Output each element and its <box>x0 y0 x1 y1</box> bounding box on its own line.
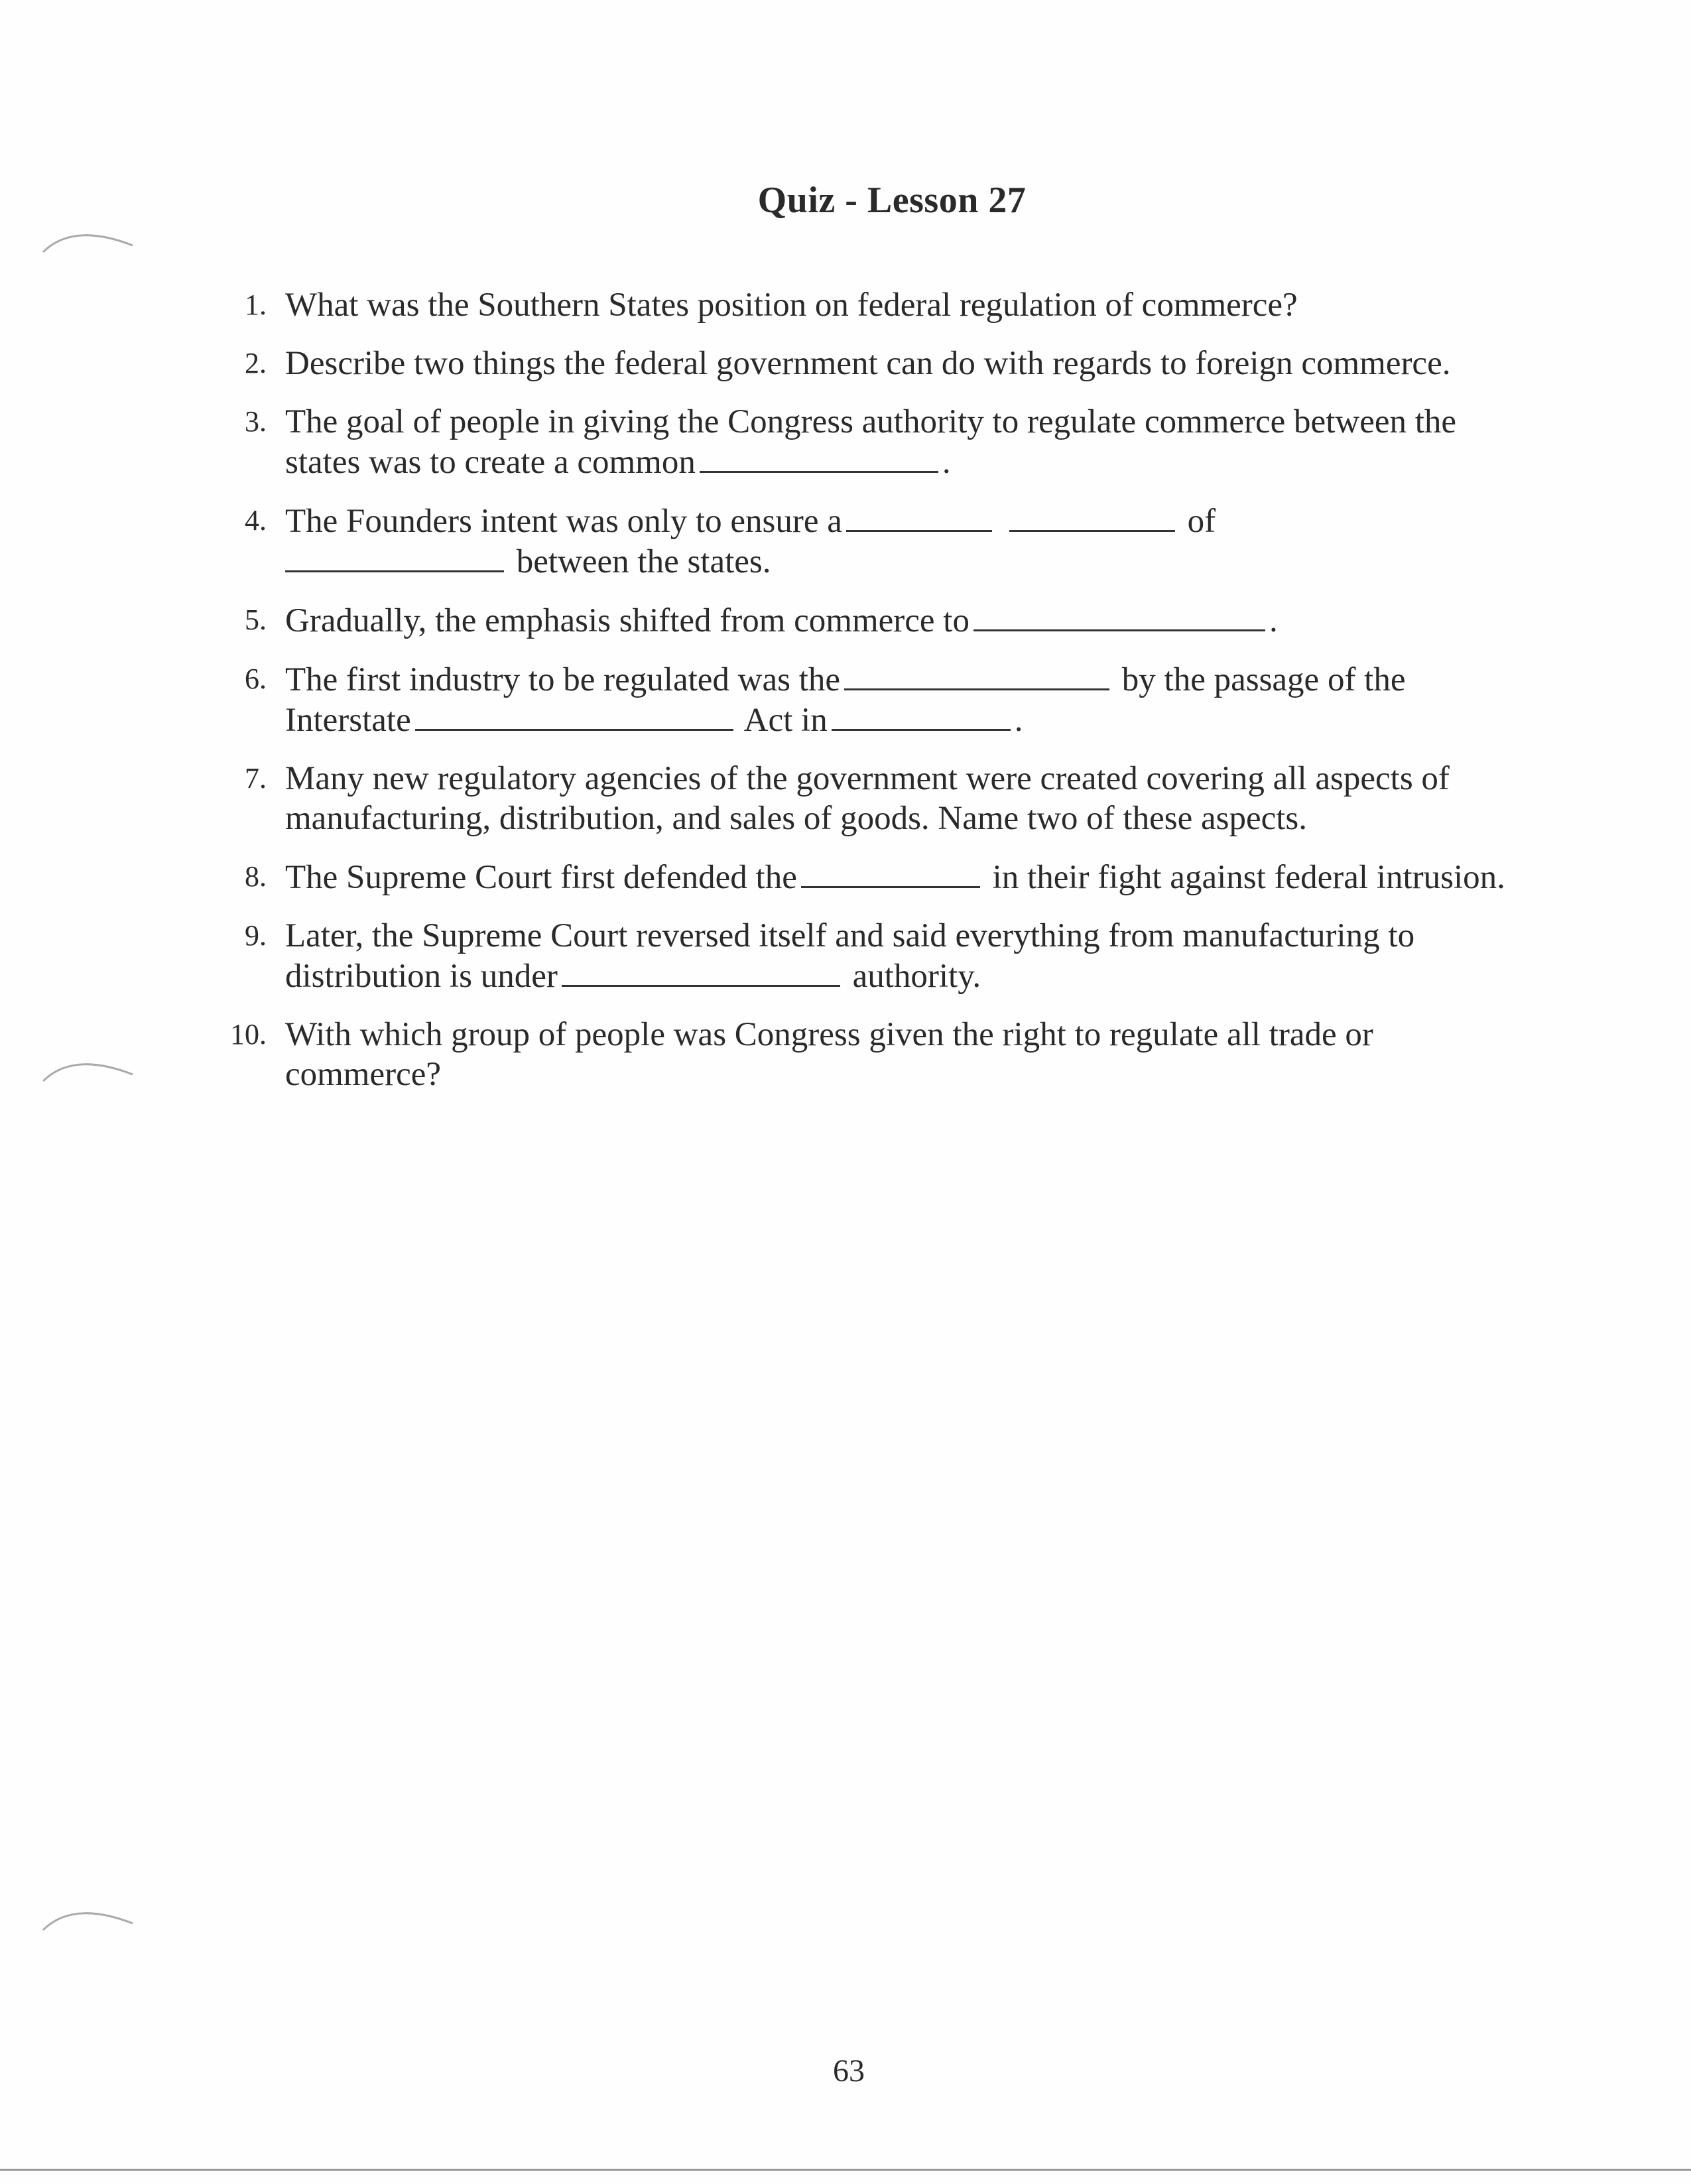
question-6 <box>219 659 1532 740</box>
question-text: Describe two things the federal government can do with regards to foreign commerce. <box>285 345 1451 382</box>
punch-hole-mark-bottom <box>40 1897 139 1957</box>
question-4 <box>219 501 1532 582</box>
question-text: With which group of people was Congress given the right to regulate all trade or commerce? <box>285 1016 1373 1093</box>
page-number: 63 <box>833 2053 865 2088</box>
answer-blank[interactable] <box>973 600 1265 631</box>
punch-hole-mark-top <box>40 219 139 279</box>
question-5 <box>219 600 1532 641</box>
question-text: Many new regulatory agencies of the government were created covering all aspects of manufacturing, distribution, and sales of goods. Name two of these aspects. <box>285 760 1450 837</box>
answer-blank[interactable] <box>846 501 992 532</box>
answer-blank[interactable] <box>285 541 504 572</box>
question-text: The first industry to be regulated was the by the passage of the Interstate Act in . <box>285 659 1532 740</box>
question-text: The goal of people in giving the Congress authority to regulate commerce between the states was to create a common . <box>285 403 1457 481</box>
question-number: 4. <box>245 504 267 537</box>
question-3 <box>219 402 1532 482</box>
question-number: 1. <box>245 289 267 321</box>
question-text: Later, the Supreme Court reversed itself and said everything from manufacturing to distribution is under authority. <box>285 917 1415 995</box>
question-list <box>219 285 1532 1113</box>
question-number: 3. <box>245 405 267 438</box>
question-number: 9. <box>245 919 267 952</box>
question-text: Gradually, the emphasis shifted from commerce to . <box>285 600 1532 641</box>
question-2 <box>219 344 1532 383</box>
question-number: 10. <box>230 1018 267 1051</box>
answer-blank[interactable] <box>562 956 840 987</box>
quiz-title: Quiz - Lesson 27 <box>757 180 1027 221</box>
question-10 <box>219 1015 1532 1094</box>
question-9 <box>219 916 1532 996</box>
question-text: The Founders intent was only to ensure a of between the states. <box>285 501 1532 582</box>
question-7 <box>219 759 1532 838</box>
answer-blank[interactable] <box>844 659 1109 690</box>
answer-blank[interactable] <box>801 857 980 888</box>
question-number: 5. <box>245 604 267 636</box>
question-text: What was the Southern States position on federal regulation of commerce? <box>285 287 1298 324</box>
question-number: 6. <box>245 663 267 695</box>
question-number: 2. <box>245 347 267 379</box>
question-text: The Supreme Court first defended the in their fight against federal intrusion. <box>285 857 1532 897</box>
punch-hole-mark-middle <box>40 1048 139 1108</box>
answer-blank[interactable] <box>832 700 1011 731</box>
answer-blank[interactable] <box>1009 501 1175 532</box>
question-8 <box>219 857 1532 897</box>
question-number: 7. <box>245 762 267 795</box>
answer-blank[interactable] <box>700 442 938 473</box>
question-1 <box>219 285 1532 325</box>
bottom-edge-line <box>0 2169 1691 2171</box>
answer-blank[interactable] <box>415 700 733 731</box>
question-number: 8. <box>245 860 267 893</box>
